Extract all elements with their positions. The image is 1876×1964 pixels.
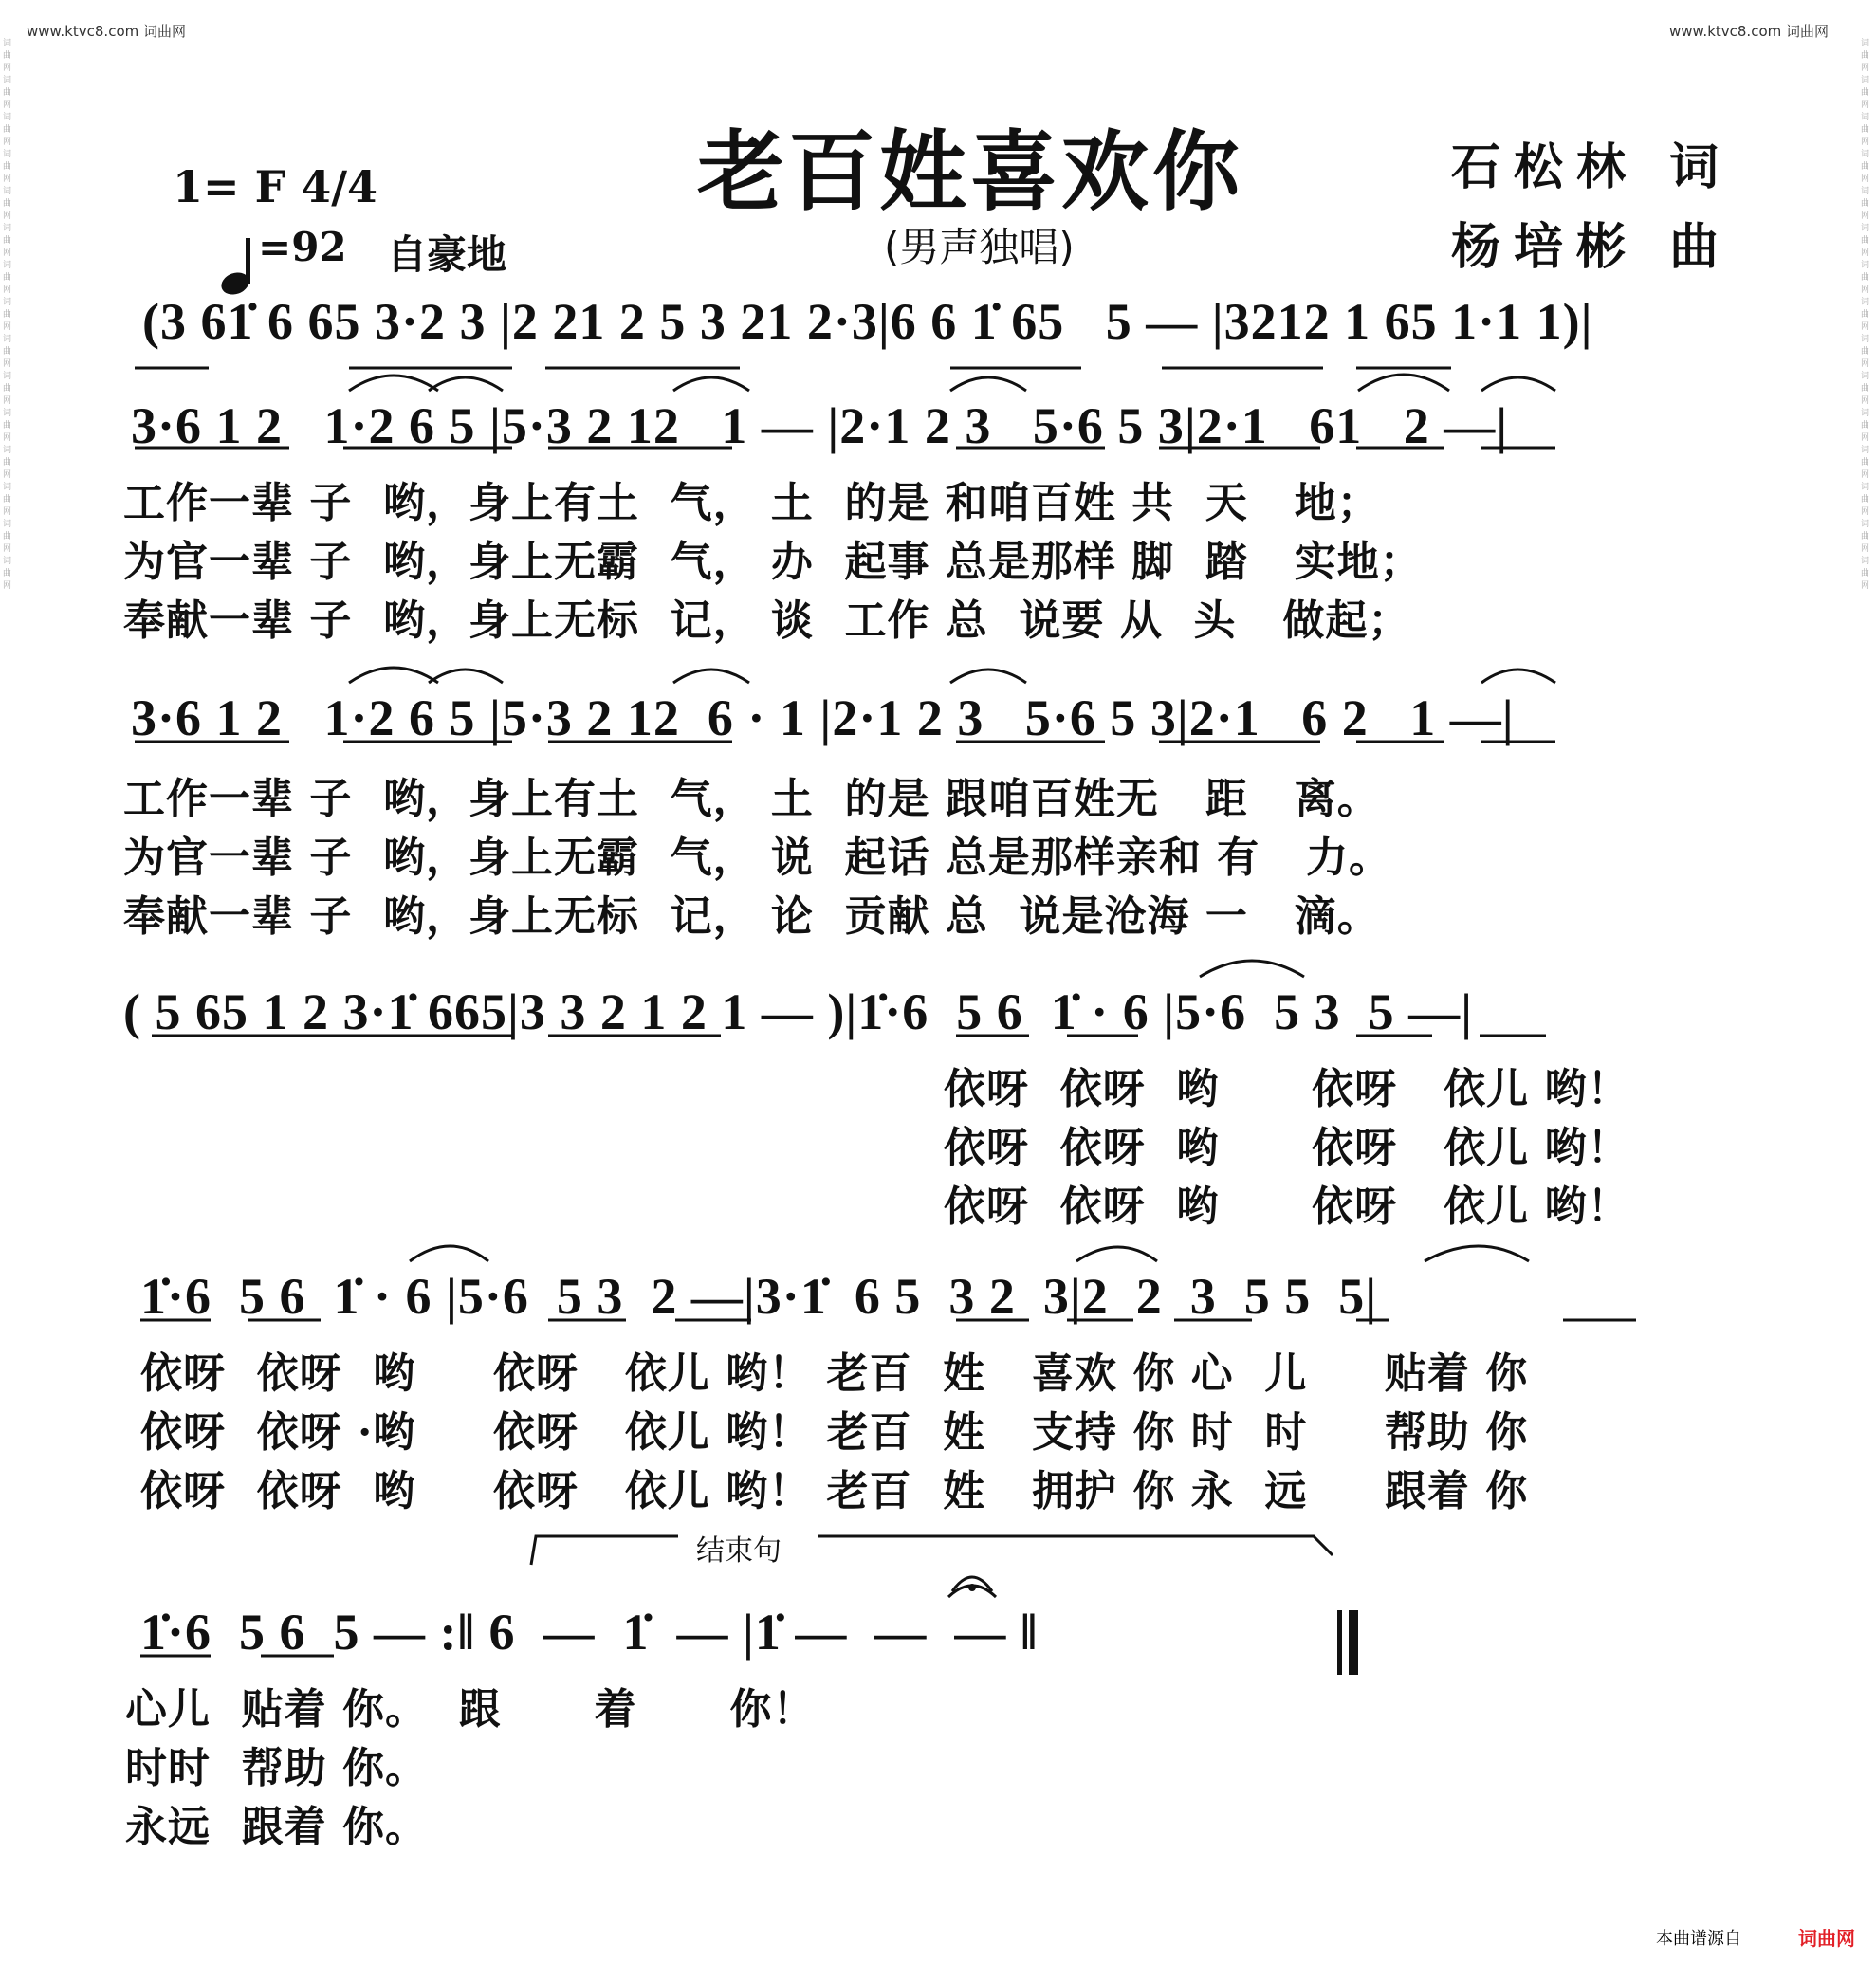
lyric-line: 依呀 依呀 哟 依呀 依儿 哟！ xyxy=(944,1124,1630,1172)
song-title: 老百姓喜欢你 xyxy=(697,120,1244,223)
lyric-line: 依呀 依呀 哟 依呀 依儿 哟！ 老百 姓 拥护 你 永 远 跟着 你 xyxy=(140,1467,1529,1515)
lyric-line: 心儿 贴着 你。 跟 着 你！ xyxy=(125,1685,816,1734)
expression-mark: 自豪地 xyxy=(387,231,507,278)
watermark-left: www.ktvc8.com 词曲网 xyxy=(27,23,187,40)
song-subtitle: (男声独唱) xyxy=(884,224,1075,270)
notation-line-intro: (3 61̇ 6 65 3·2 3 |2 21 2 5 3 21 2·3|6 6 1̇ 65 5 — |3212 1 65 1·1 1)| xyxy=(142,293,1593,350)
lyric-line: 奉献一辈 子 哟，身上无标 记， 论 贡献 总 说是沧海 一 滴。 xyxy=(123,892,1380,941)
side-watermark-left: 词曲网词曲网词曲网词曲网词曲网词曲网词曲网词曲网词曲网词曲网词曲网词曲网词曲网词曲网词曲网 xyxy=(3,39,12,591)
notation-line-interlude: ( 5 65 1 2 3·1̇ 665|3 3 2 1 2 1 — )|1̇·6 5 6 1̇ · 6 |5·6 5 3 5 —| xyxy=(123,983,1474,1040)
lyric-line: 奉献一辈 子 哟，身上无标 记， 谈 工作 总 说要 从 头 做起； xyxy=(123,597,1411,645)
lyric-line: 依呀 依呀 哟 依呀 依儿 哟！ 老百 姓 喜欢 你 心 儿 贴着 你 xyxy=(140,1349,1529,1398)
notation-line-verse-b: 3·6 1 2 1·2 6 5 |5·3 2 12 6 · 1 |2·1 2 3 5·6 5 3|2·1 6 2 1 —| xyxy=(131,689,1515,746)
lyric-line: 工作一辈 子 哟，身上有土 气， 土 的是 和咱百姓 共 天 地； xyxy=(123,479,1380,527)
lyric-line: 依呀 依呀 ·哟 依呀 依儿 哟！ 老百 姓 支持 你 时 时 帮助 你 xyxy=(140,1408,1529,1457)
footer-site-link[interactable]: 词曲网 xyxy=(1798,1927,1855,1950)
lyric-line: 为官一辈 子 哟，身上无霸 气， 办 起事 总是那样 脚 踏 实地； xyxy=(123,538,1423,586)
tempo-value: =92 xyxy=(258,224,347,270)
notation-line-verse-a: 3·6 1 2 1·2 6 5 |5·3 2 12 1 — |2·1 2 3 5·6 5 3|2·1 61 2 —| xyxy=(131,397,1509,454)
lyric-line: 依呀 依呀 哟 依呀 依儿 哟！ xyxy=(944,1065,1630,1113)
lyric-line: 为官一辈 子 哟，身上无霸 气， 说 起话 总是那样亲和 有 力。 xyxy=(123,834,1392,882)
watermark-right: www.ktvc8.com 词曲网 xyxy=(1669,23,1830,40)
lyric-line: 依呀 依呀 哟 依呀 依儿 哟！ xyxy=(944,1183,1630,1231)
lyric-line: 工作一辈 子 哟，身上有土 气， 土 的是 跟咱百姓无 距 离。 xyxy=(123,775,1380,823)
lyric-line: 时时 帮助 你。 xyxy=(125,1744,428,1792)
ending-label: 结束句 xyxy=(689,1527,789,1569)
composer-credit: 杨培彬 曲 xyxy=(1451,218,1733,276)
side-watermark-right: 词曲网词曲网词曲网词曲网词曲网词曲网词曲网词曲网词曲网词曲网词曲网词曲网词曲网词曲网词曲网 xyxy=(1861,39,1870,591)
footer-source-text: 本曲谱源自 xyxy=(1656,1929,1741,1949)
notation-line-chorus: 1̇·6 5 6 1̇ · 6 |5·6 5 3 2 —|3·1̇ 6 5 3 2 3|2 2 3 5 5 5| xyxy=(140,1268,1378,1325)
key-signature: 1= F 4/4 xyxy=(173,161,378,212)
lyric-line: 永远 跟着 你。 xyxy=(125,1803,428,1851)
notation-line-ending: 1̇·6 5 6 5 — :‖ 6 — 1̇ — |1̇ — — — ‖ xyxy=(140,1604,1039,1661)
lyricist-credit: 石松林 词 xyxy=(1451,138,1733,196)
